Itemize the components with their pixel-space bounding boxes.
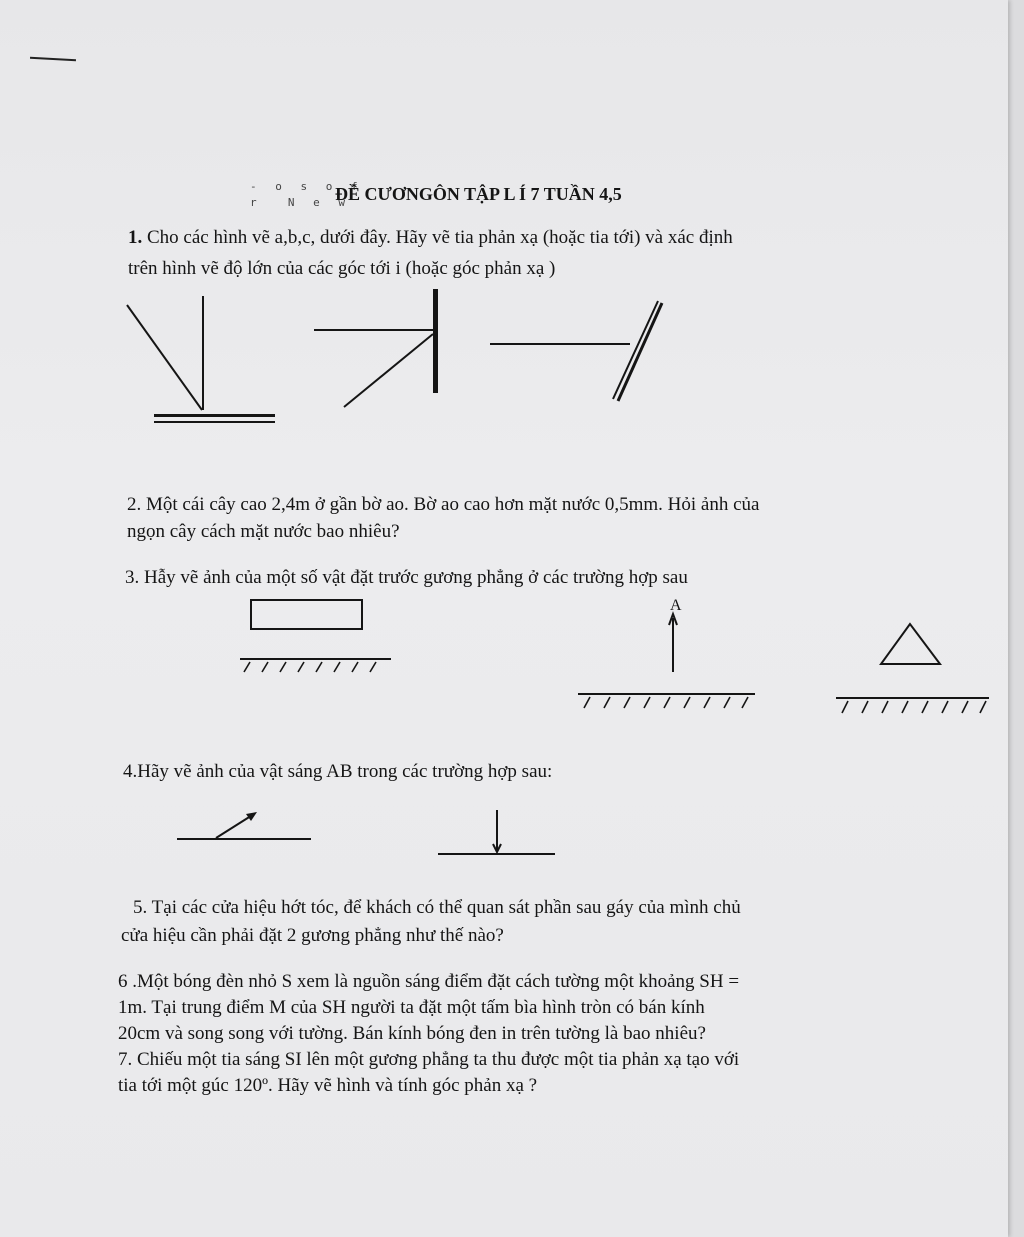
q3-mirror-3-hatching	[842, 701, 986, 713]
q4-figure-slanted	[177, 812, 311, 839]
question-1-line-2: trên hình vẽ độ lớn của các góc tới i (hoặc góc phản xạ )	[128, 258, 556, 279]
q3-figure-arrow	[578, 597, 755, 708]
q3-figure-rectangle	[240, 600, 391, 672]
q1a-mirror	[154, 414, 275, 417]
q1-figure-c	[490, 301, 662, 401]
q3-label-a: A	[670, 597, 682, 614]
q4-figure-vertical	[438, 810, 555, 854]
question-1-text: Cho các hình vẽ a,b,c, dưới đây. Hãy vẽ tia phản xạ (hoặc tia tới) và xác định	[142, 227, 733, 248]
question-5-line-2: cửa hiệu cần phải đặt 2 gương phẳng như thế nào?	[121, 925, 504, 946]
question-6-line-3: 20cm và song song với tường. Bán kính bóng đen in trên tường là bao nhiêu?	[118, 1023, 706, 1044]
q1b-mirror	[433, 289, 438, 393]
q4-object-ab-1	[216, 814, 254, 838]
q3-figure-triangle	[836, 624, 989, 713]
q1b-incident-ray	[344, 334, 433, 407]
q1-figure-b	[314, 289, 438, 407]
q1c-mirror-back	[618, 303, 662, 401]
q4-arrowhead-1	[246, 812, 257, 821]
question-5-line-1: 5. Tại các cửa hiệu hớt tóc, để khách có thể quan sát phần sau gáy của mình chủ	[133, 897, 741, 918]
question-3-line-1: 3. Hẫy vẽ ảnh của một số vật đặt trước gương phẳng ở các trường hợp sau	[125, 567, 688, 588]
q3-rectangle-object	[251, 600, 362, 629]
question-7-line-2: tia tới một gúc 120º. Hãy vẽ hình và tính góc phản xạ ?	[118, 1075, 538, 1096]
page-title: ĐỀ CƯƠNGÔN TẬP L Í 7 TUẦN 4,5	[335, 184, 622, 204]
q1-figure-a	[127, 296, 275, 422]
font-artifact-line-2: r N e w	[250, 196, 351, 209]
question-2-line-2: ngọn cây cách mặt nước bao nhiêu?	[127, 521, 400, 542]
q3-mirror-2-hatching	[584, 697, 748, 708]
q3-mirror-1-hatching	[244, 662, 376, 672]
question-6-line-1: 6 .Một bóng đèn nhỏ S xem là nguồn sáng điểm đặt cách tường một khoảng SH =	[118, 971, 740, 992]
question-7-line-1: 7. Chiếu một tia sáng SI lên một gương phẳng ta thu được một tia phản xạ tạo với	[118, 1049, 740, 1070]
font-artifact-line-1: - o s o f	[250, 180, 364, 193]
q1a-incident-ray	[127, 305, 202, 410]
question-2-line-1: 2. Một cái cây cao 2,4m ở gần bờ ao. Bờ ao cao hơn mặt nước 0,5mm. Hỏi ảnh của	[127, 494, 760, 515]
q1c-mirror-front	[613, 301, 658, 399]
question-6-line-2: 1m. Tại trung điểm M của SH người ta đặt một tấm bìa hình tròn có bán kính	[118, 997, 705, 1018]
question-4-line-1: 4.Hãy vẽ ảnh của vật sáng AB trong các trường hợp sau:	[123, 761, 553, 782]
question-1-number: 1.	[128, 227, 143, 248]
q3-triangle-object	[881, 624, 940, 664]
